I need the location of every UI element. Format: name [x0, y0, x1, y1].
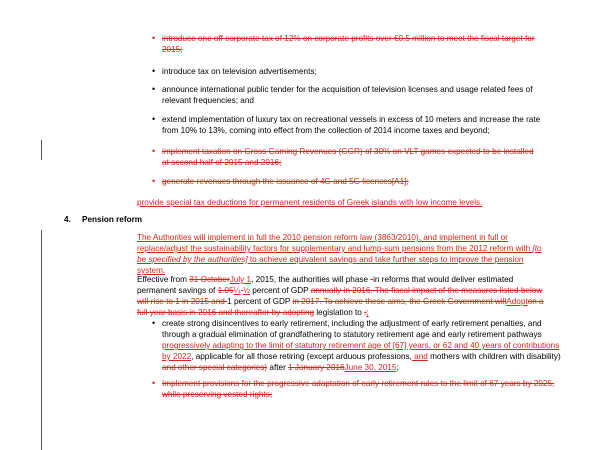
list-item	[150, 66, 542, 77]
bullet-text: announce international public tender for the acquisition of television licenses and usage related fees of relevant frequencies; and	[162, 85, 533, 105]
change-bar	[41, 140, 42, 160]
inserted-paragraph: provide special tax deductions for permanent residents of Greek islands with low income levels.	[137, 198, 483, 207]
bullet-text: introduce one off corporate tax of 12% on corporate profits over €0.5 million to meet the fiscal target for 2015;	[162, 34, 535, 54]
paragraph-effective: Effective from 31 OctoberJuly 1, 2015, the authorities will phase -in reforms that would deliver estimated permanent savings of 1.05¼-½ percent of GDP annually in 2016. The fiscal impact of the measures listed below will rise to 1 in 2015 and 1 percent of GDP in 2017. To achieve these aims, the Greek Government willAdopton a full year basis in 2016 and thereafter by adopting legislation to :;	[137, 275, 544, 317]
bullet-text: generate revenues through the issuance of 4G and 5G licences[A1];	[162, 177, 409, 186]
list-item	[150, 378, 562, 400]
bullet-text: extend implementation of luxury tax on recreational vessels in excess of 10 meters and increase the rate from 10% to 13%, coming into effect from the collection of 2014 income taxes and beyond;	[162, 115, 541, 135]
list-item	[150, 84, 542, 106]
bullet-text: Implement provisions for the progressive adaptation of early retirement rules to the limit of 67 years by 2025, while preserving vested rights;	[162, 379, 555, 399]
list-item	[150, 176, 542, 187]
list-item: • create strong disincentives to early retirement, including the adjustment of early retirement penalties, and through a gradual elimination of grandfathering to statutory retirement age and early retirement pathways progressively adapting to the limit of statutory retirement age of [67] years, or 62 and 40 years of contributions by 2022, applicable for all those retiring (except arduous professions, and mothers with children with disability) and other special categories) after 1 January 2016June 30, 2015;	[150, 318, 567, 373]
section-number: 4.	[64, 215, 71, 224]
section-heading	[64, 214, 142, 225]
list-item	[150, 114, 547, 136]
change-bar	[41, 230, 42, 450]
list-item	[150, 146, 542, 168]
paragraph-implementation: The Authorities will implement in full the 2010 pension reform law (3863/2010), and implement in full or replace/adjust the sustainability factors for supplementary and lump-sum pensions from the 2012 reform with [to be specified by the authorities] to achieve equivalent savings and take further steps to improve the pension system.	[137, 233, 542, 275]
section-title: Pension reform	[82, 215, 143, 224]
bullet-text: implement taxation on Gross Gaming Revenues (GGR) of 30% on VLT games expected to be installed at second half of 2015 and 2016;	[162, 147, 534, 167]
list-item	[150, 33, 542, 55]
bullet-text: introduce tax on television advertisements;	[162, 67, 317, 76]
